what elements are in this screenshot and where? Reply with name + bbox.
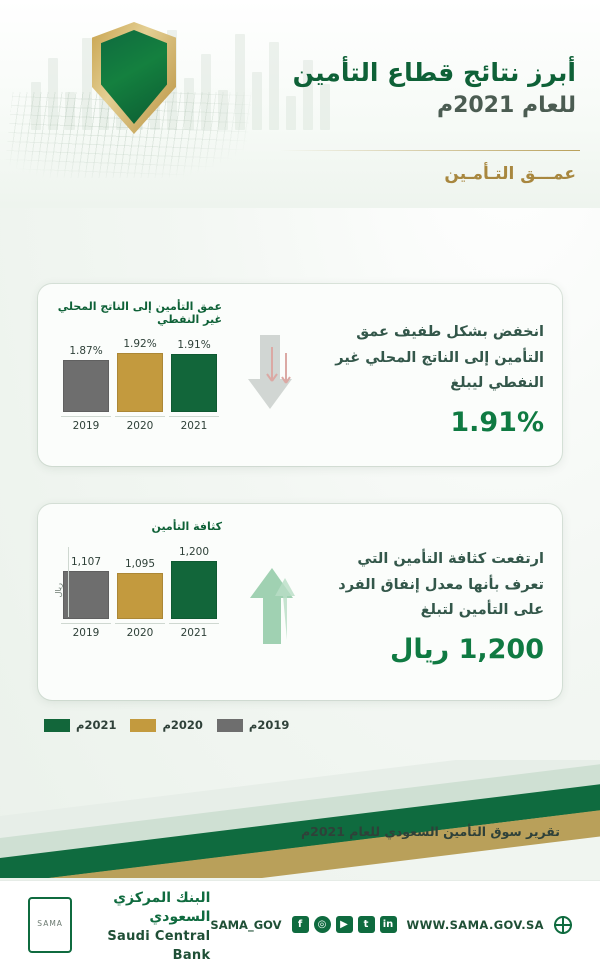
card-density-description: ارتفعت كثافة التأمين التي تعرف بأنها معدل إنفاق الفرد على التأمين لتبلغ (338, 551, 544, 619)
social-handle: SAMA_GOV (210, 917, 282, 932)
shield-icon (92, 22, 176, 134)
bar-2019 (63, 360, 109, 412)
legend-label: 2020م (162, 718, 203, 732)
bar-category-label: 2021 (169, 623, 219, 639)
bar-category-label: 2020 (115, 623, 165, 639)
arrow-down-icon (234, 284, 308, 466)
legend-swatch (130, 719, 156, 732)
bar-2020 (117, 573, 163, 619)
youtube-icon[interactable]: ▶ (336, 916, 353, 933)
sama-emblem-label: SAMA (37, 919, 63, 929)
header-subtitle: عمـــق التـأمـين (444, 164, 576, 184)
chart-insurance-density (38, 504, 234, 700)
bar-group (169, 339, 219, 432)
arrow-up-icon (234, 504, 308, 700)
title-line-1: أبرز نتائج قطاع التأمين (292, 58, 576, 87)
bar-value-label: 1.87% (69, 345, 103, 357)
card-density-text-block (308, 504, 562, 700)
bar-2021 (171, 561, 217, 619)
twitter-icon[interactable]: t (358, 916, 375, 933)
card-density-value: 1,200 ريال (389, 633, 544, 665)
bar-value-label: 1,095 (124, 558, 156, 570)
bar-category-label: 2020 (115, 416, 165, 432)
page-title (293, 58, 576, 118)
bar-category-label: 2019 (61, 623, 111, 639)
bar-2021 (171, 354, 217, 412)
sama-emblem-icon (28, 897, 72, 953)
social-icons (292, 916, 397, 933)
card-insurance-density (38, 504, 562, 700)
card-depth-description: انخفض بشكل طفيف عمق التأمين إلى الناتج المحلي غير النفطي ليبلغ (335, 324, 544, 392)
bank-name (84, 887, 210, 963)
card-insurance-depth (38, 284, 562, 466)
title-divider (280, 150, 580, 151)
bar-category-label: 2019 (61, 416, 111, 432)
bar-group (169, 546, 219, 639)
bar-category-label: 2021 (169, 416, 219, 432)
legend-label: 2021م (76, 718, 117, 732)
title-line-2: للعام 2021م (436, 93, 576, 118)
chart-depth-title: عمق التأمين إلى الناتج المحلي غير النفطي (57, 300, 222, 326)
bar-2020 (117, 353, 163, 412)
bar-group (61, 345, 111, 432)
decorative-ribbon (0, 760, 600, 878)
y-axis-line (68, 547, 69, 617)
website-link[interactable]: WWW.SAMA.GOV.SA (406, 917, 544, 932)
bar-value-label: 1.92% (123, 338, 157, 350)
facebook-icon[interactable]: f (292, 916, 309, 933)
chart-insurance-depth (38, 284, 234, 466)
legend-label: 2019م (248, 718, 290, 732)
bar-value-label: 1,200 (178, 546, 210, 558)
legend-swatch (44, 719, 70, 732)
legend-swatch (217, 719, 243, 732)
legend-item (217, 718, 289, 732)
card-depth-text-block (308, 284, 562, 466)
legend-item (44, 718, 116, 732)
bank-name-ar: البنك المركزي السعودي (113, 889, 211, 925)
header (0, 0, 600, 208)
footer (0, 880, 600, 968)
footer-brand-block (28, 887, 210, 963)
chart-legend (44, 718, 289, 732)
globe-icon (554, 916, 572, 934)
report-source-note: تقرير سوق التأمين السعودي للعام 2021م (300, 824, 560, 839)
chart-density-plot (52, 543, 228, 639)
bank-name-en: Saudi Central Bank (107, 928, 211, 963)
footer-contact-block (210, 916, 572, 934)
chart-density-title: كثافة التأمين (151, 520, 222, 533)
chart-depth-plot (52, 336, 228, 432)
linkedin-icon[interactable]: in (380, 916, 397, 933)
bar-group (115, 338, 165, 432)
instagram-icon[interactable]: ◎ (314, 916, 331, 933)
bar-value-label: 1.91% (177, 339, 211, 351)
bar-2019 (63, 571, 109, 619)
y-axis-label: ريال (54, 583, 63, 598)
legend-item (130, 718, 202, 732)
bar-group (115, 558, 165, 639)
bar-value-label: 1,107 (70, 556, 102, 568)
card-depth-value: 1.91% (450, 406, 544, 438)
